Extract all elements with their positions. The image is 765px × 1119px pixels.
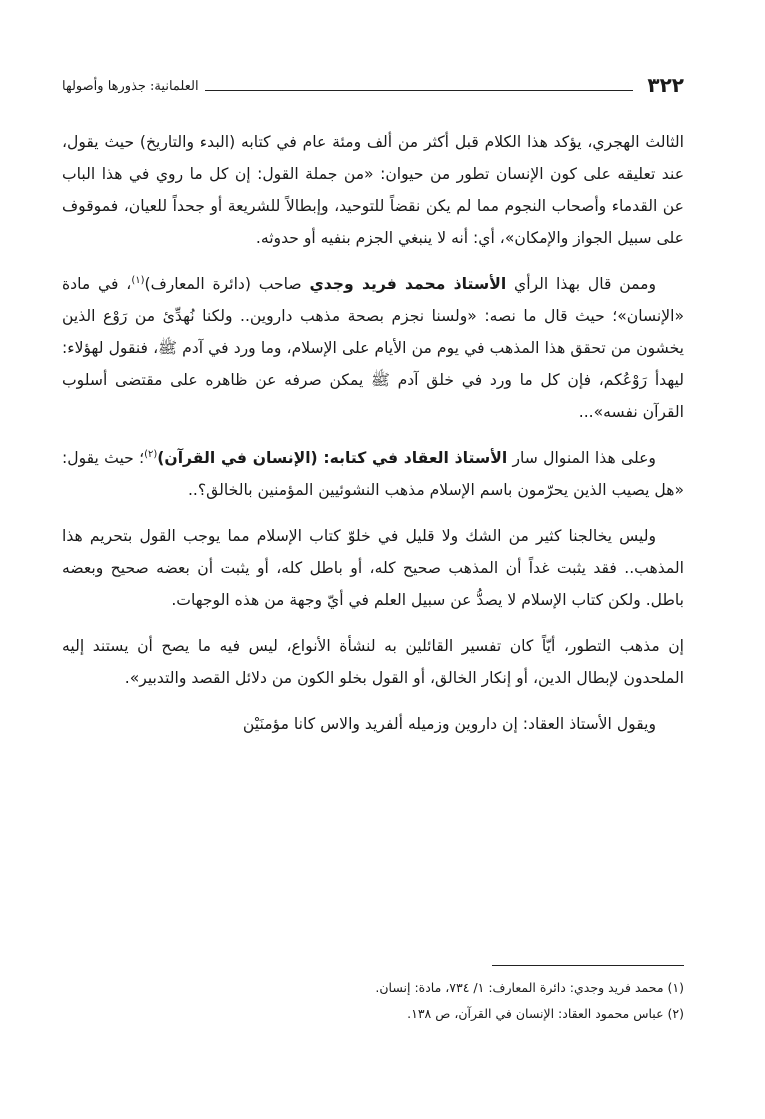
paragraph-2-source: صاحب (دائرة المعارف) — [144, 275, 302, 293]
paragraph-2-intro: وممن قال بهذا الرأي — [514, 275, 656, 293]
paragraph-4: وليس يخالجنا كثير من الشك ولا قليل في خلوّ كتاب الإسلام مما يوجب القول بتحريم هذا المذهب.. فقد يثبت غداً أن المذهب صحيح كله، أو باطل كله، أو يثبت أن بعضه صحيح وبعضه باطل. ولكن كتاب الإسلام لا يصدُّ عن سبيل العلم في أيّ وجهة من هذه الوجهات. — [62, 527, 684, 609]
footnote-separator — [492, 965, 684, 966]
running-title: العلمانية: جذورها وأصولها — [62, 79, 199, 94]
footnotes — [62, 975, 684, 1027]
paragraph-3-quote: ؛ حيث يقول: «هل يصيب الذين يحرّمون باسم الإسلام مذهب النشوئيين المؤمنين بالخالق؟.. — [62, 449, 684, 499]
body-text — [62, 126, 684, 754]
footnote-ref-1: (١) — [131, 274, 145, 286]
page-header — [62, 72, 684, 96]
paragraph-3-intro: وعلى هذا المنوال سار — [512, 449, 656, 467]
header-rule — [205, 90, 634, 91]
footnote-ref-2: (٢) — [144, 448, 158, 460]
page-number: ٣٢٢ — [647, 73, 684, 97]
author-name-wajdi: الأستاذ محمد فريد وجدي — [309, 275, 507, 293]
paragraph-2 — [62, 268, 684, 428]
paragraph-5: إن مذهب التطور، أيّاً كان تفسير القائلين به لنشأة الأنواع، ليس فيه ما يصح أن يستند إليه الملحدون لإبطال الدين، أو إنكار الخالق، أو القول بخلو الكون من دلائل القصد والتدبير». — [62, 637, 684, 687]
paragraph-1: الثالث الهجري، يؤكد هذا الكلام قبل أكثر من ألف ومئة عام في كتابه (البدء والتاريخ) حيث يقول، عند تعليقه على كون الإنسان تطور من حيوان: «من جملة القول: إن كل ما روي في هذا الباب عن القدماء وأصحاب النجوم مما لم يكن نقضاً للتوحيد، وإبطالاً للشريعة أو جحداً للعيان، فموقوف على سبيل الجواز والإمكان»، أي: أنه لا ينبغي الجزم بنفيه أو حدوثه. — [62, 133, 684, 247]
paragraph-6: ويقول الأستاذ العقاد: إن داروين وزميله ألفريد والاس كانا مؤمنَيْن — [242, 715, 656, 733]
paragraph-2-quote: ، في مادة «الإنسان»؛ حيث قال ما نصه: «ولسنا نجزم بصحة مذهب داروين.. ولكنا نُهدِّئ من رَوْع الذين يخشون من تحقق هذا المذهب في يوم من الأيام على الإسلام، وما ورد في آدم ﷺ، فنقول لهؤلاء: ليهدأ رَوْعُكم، فإن كل ما ورد في خلق آدم ﷺ يمكن صرفه عن ظاهره على مقتضى أسلوب القرآن نفسه»... — [62, 275, 684, 421]
footnote-1: (١) محمد فريد وجدي: دائرة المعارف: ١/ ٧٣٤، مادة: إنسان. — [375, 980, 684, 995]
paragraph-3 — [62, 442, 684, 506]
author-name-aqqad: الأستاذ العقاد في كتابه: (الإنسان في القرآن) — [157, 449, 508, 467]
footnote-2: (٢) عباس محمود العقاد: الإنسان في القرآن، ص ١٣٨. — [407, 1006, 684, 1021]
